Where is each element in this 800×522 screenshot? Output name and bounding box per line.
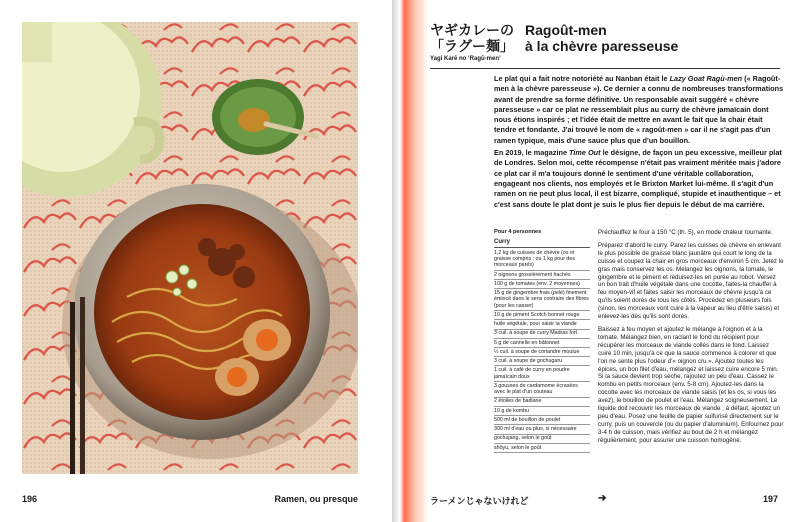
ingredient-item: 100 g de tomates (env. 2 moyennes): [494, 280, 590, 289]
title-japanese-line: ヤギカレーの: [430, 22, 514, 38]
ingredient-item: gochujang, selon le goût: [494, 435, 590, 444]
ingredient-item: ½ cuil. à soupe de coriandre moulue: [494, 348, 590, 357]
running-title: ラーメンじゃないけれど: [430, 496, 529, 506]
ingredient-item: 3 cuil. à soupe de curry Madras fort: [494, 330, 590, 339]
running-title: Ramen, ou presque: [274, 494, 358, 504]
title-divider: [430, 68, 780, 69]
page-number: 196: [22, 494, 38, 504]
ingredients-list: [494, 229, 590, 453]
intro-paragraph: En 2019, le magazine Time Out le désigne, de façon un peu excessive, meilleur plat de Londres. Selon moi, cette récompense n'était pas vraiment méritée mais j'adore ce plat car il m'a toujours donné le sentiment d'une véritable collaboration, engageant nos clients, nos employés et le Brixton Market lui-même. Il s'agit d'un ramen on ne peut plus local, il est bizarre, compliqué, stupide et inauthentique – et c'est sans doute le plat dont je suis le plus fier depuis le début de ma carrière.: [494, 148, 782, 209]
title-japanese: [430, 22, 520, 54]
ingredient-item: 2 étoiles de badiane: [494, 398, 590, 407]
intro-text: [494, 74, 784, 212]
page-number: 197: [762, 494, 778, 504]
ingredient-item: 3 gousses de cardamome écrasées avec le plat d'un couteau: [494, 382, 590, 398]
title-french: [525, 22, 775, 54]
arrow-right-icon: ➔: [598, 493, 607, 504]
ingredient-item: 500 ml de bouillon de poulet: [494, 416, 590, 425]
title-japanese-line: 「ラグー麺」: [430, 38, 514, 54]
ramen-bowl-photo: [22, 22, 358, 474]
servings: Pour 4 personnes: [494, 229, 542, 235]
ingredient-item: 3 cuil. à soupe de gochugaru: [494, 357, 590, 366]
ingredient-item: 10 g de kombu: [494, 407, 590, 416]
ingredients-section-title: Curry: [494, 239, 590, 247]
ingredient-item: 10 g de piment Scotch bonnet rouge: [494, 311, 590, 320]
method-step: Préchauffez le four à 150 °C (th. 5), en mode chaleur tournante.: [598, 229, 773, 236]
title-french-line: à la chèvre paresseuse: [525, 38, 679, 54]
method-step: Baissez à feu moyen et ajoutez le mélange à l'oignon et à la tomate. Mélangez bien, en raclant le fond du récipient pour récupérer les morceaux de viande collés dans le fond. Laissez cuire 10 min, jusqu'à ce que la sauce commence à colorer et que l'on ne sente plus l'odeur d'« oignon cru ». Ajoutez toutes les épices, un bon filet d'eau, mélangez et laissez cuire encore 5 min. Si la sauce devient trop sèche, rajoutez un peu d'eau. Cassez le kombu en petits morceaux (env. 5-8 cm). Ajoutez-les dans la cocotte avec les morceaux de viande saisis (et les os, si vous les avez), le bouillon de poulet et l'eau. Mélangez soigneusement. Le liquide doit recouvrir les morceaux de viande ; à défaut, ajoutez un peu d'eau. Posez une feuille de papier sulfurisé directement sur le curry, puis un couvercle (ou du papier d'aluminium). Enfournez pour 3-4 h de cuisson, mais vérifiez au bout de 2 h et mélangez régulièrement, pour assurer une cuisson homogène.: [598, 325, 784, 444]
ingredient-item: 1,2 kg de cuisses de chèvre (os et graisse compris ; ou 1 kg pour des morceaux parés): [494, 249, 590, 271]
ingredient-item: shōyu, selon le goût: [494, 444, 590, 453]
ingredient-item: huile végétale, pour saisir la viande: [494, 320, 590, 329]
title-romaji: Yagi Karē no ‘Ragū-men’: [430, 56, 501, 62]
ingredient-item: 2 oignons grossièrement hachés: [494, 271, 590, 280]
method-step: Préparez d'abord le curry. Parez les cuisses de chèvre en enlevant le plus possible de graisse blanc jaunâtre qui court le long de la cuisse et coupez la chair en gros morceaux d'environ 5 cm. Jetez le gras mais conservez les os. Mélangez les oignons, la tomate, le gingembre et le piment et réduisez-les en purée au robot. Versez un bon trait d'huile végétale dans une cocotte, faites-la chauffer à feu moyen-vif et faites saisir les morceaux de chèvre jusqu'à ce qu'ils soient dorés de tous les côtés. Procédez en plusieurs fois (sinon, les morceaux vont cuire à la vapeur au lieu d'être saisis) et enlevez-les dès qu'ils sont dorés.: [598, 241, 784, 321]
ingredient-item: 300 ml d'eau ou plus, si nécessaire: [494, 425, 590, 434]
ingredient-item: 5 g de cannelle en bâtonnet: [494, 339, 590, 348]
ingredient-item: 15 g de gingembre frais (pelé) finement émincé dans le sens contraire des fibres (pour les casser): [494, 289, 590, 311]
ingredient-item: 1 cuil. à café de curry en poudre jamaïcain doux: [494, 366, 590, 382]
method-text: [598, 229, 784, 450]
intro-paragraph: Le plat qui a fait notre notoriété au Nanban était le Lazy Goat Ragù-men (« Ragoût-men à la chèvre paresseuse »). Ce dernier a connu de nombreuses transformations avant de prendre sa forme définitive. Un responsable avait suggéré « chèvre paresseuse » car ce plat ne ressemblait plus au curry de chèvre jamaïcain dont nous étions inspirés ; et l'idée était de mettre en avant le fait que la chair était tendre et fondante. J'ai trouvé le nom de « ragoût-men » car il ne s'agit pas d'un ramen typique, mais d'une sauce plus que d'un bouillon.: [494, 74, 784, 145]
title-french-line: Ragoût-men: [525, 22, 607, 38]
right-page: [400, 0, 800, 522]
